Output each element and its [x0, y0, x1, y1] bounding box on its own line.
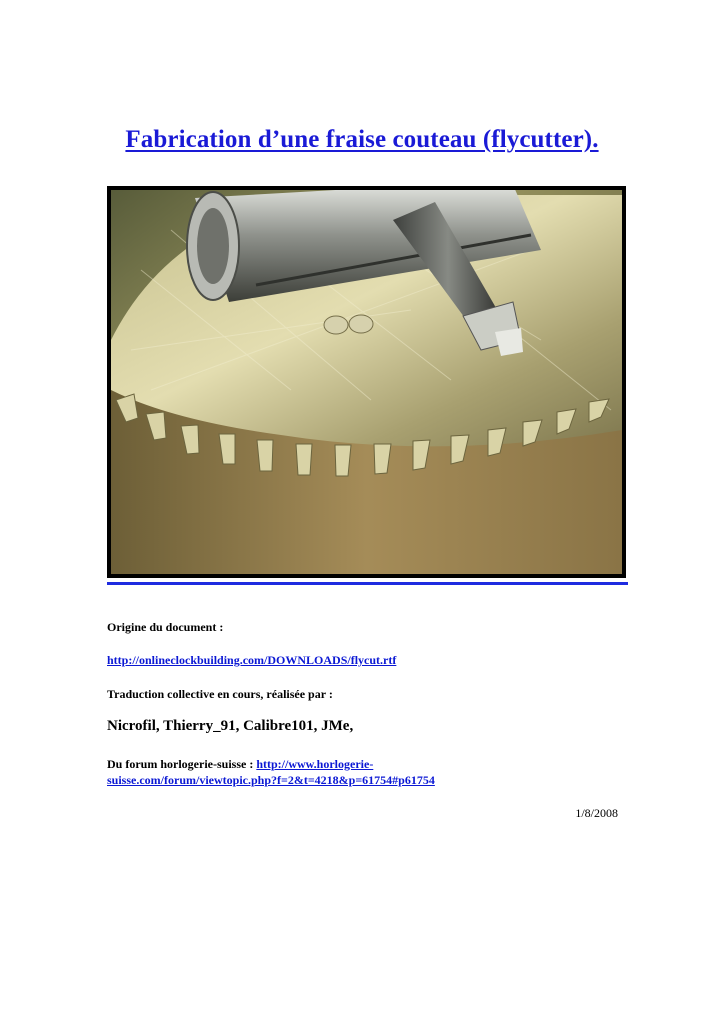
translation-label: Traduction collective en cours, réalisée par :: [107, 687, 333, 701]
authors-list: Nicrofil, Thierry_91, Calibre101, JMe,: [107, 718, 354, 734]
origin-link-line: [107, 652, 396, 668]
document-date: 1/8/2008: [575, 806, 618, 820]
forum-link-part-2: suisse.com/forum/viewtopic.php?f=2&t=4218&p=61754#p61754: [107, 773, 435, 787]
origin-link[interactable]: http://onlineclockbuilding.com/DOWNLOADS/flycut.rtf: [107, 653, 397, 667]
flycutter-gear-photo: [111, 190, 622, 574]
origin-label: Origine du document :: [107, 620, 224, 634]
document-title: Fabrication d’une fraise couteau (flycutter).: [125, 126, 599, 153]
horizontal-rule: [107, 582, 628, 585]
forum-block: [107, 756, 527, 788]
forum-label: Du forum horlogerie-suisse :: [107, 757, 257, 771]
photo-frame: [107, 186, 626, 578]
forum-link-part-1: http://www.horlogerie-: [256, 757, 374, 771]
